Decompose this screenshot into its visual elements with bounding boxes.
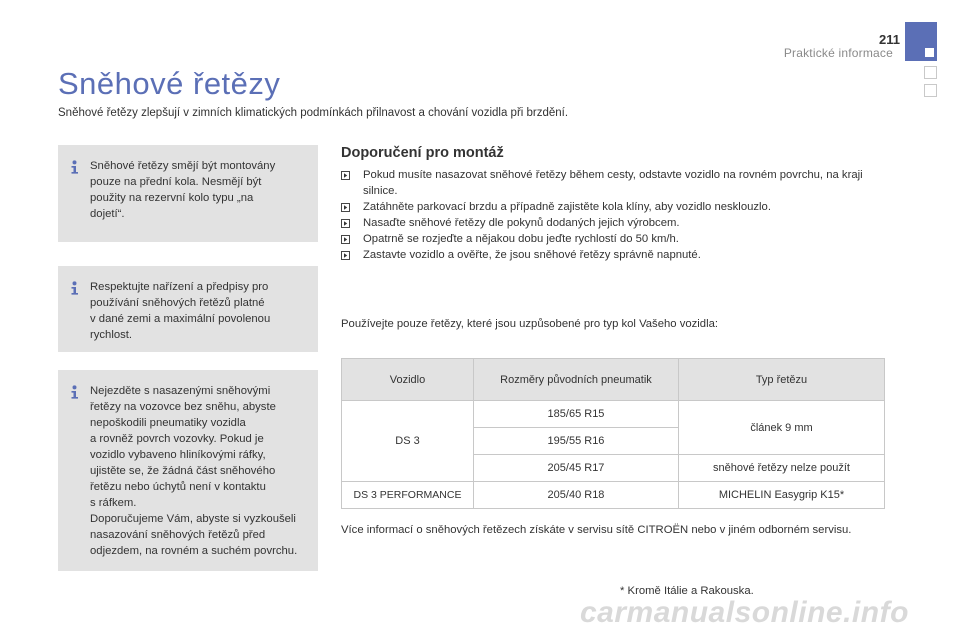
snow-chain-table — [341, 358, 885, 509]
info-note — [58, 370, 318, 571]
section-tab-empty — [924, 66, 937, 79]
column-header: Vozidlo — [342, 359, 474, 401]
watermark: carmanualsonline.info — [580, 596, 909, 629]
list-item — [341, 231, 871, 247]
list-item-text: Zastavte vozidlo a ověřte, že jsou sněhové řetězy správně napnuté. — [363, 249, 701, 261]
table-cell: 195/55 R16 — [474, 428, 679, 455]
info-icon — [68, 385, 81, 399]
list-item-text: Nasaďte sněhové řetězy dle pokynů dodaných jejich výrobcem. — [363, 217, 680, 229]
info-note — [58, 266, 318, 352]
list-item — [341, 215, 871, 231]
column-header: Typ řetězu — [679, 359, 885, 401]
table-cell: DS 3 — [342, 401, 474, 482]
list-item — [341, 247, 871, 263]
table-cell: 205/40 R18 — [474, 482, 679, 509]
note-text: Respektujte nařízení a předpisy pro používání sněhových řetězů platné v dané zemi a maximální povolenou rychlost. — [90, 281, 271, 341]
list-item — [341, 199, 871, 215]
info-icon — [68, 160, 81, 174]
table-cell: článek 9 mm — [679, 401, 885, 455]
more-info-text: Více informací o sněhových řetězech získáte v servisu sítě CITROËN nebo v jiném odborném servisu. — [341, 524, 852, 536]
tab-marker — [925, 48, 934, 57]
table-cell: 205/45 R17 — [474, 455, 679, 482]
table-cell: MICHELIN Easygrip K15* — [679, 482, 885, 509]
note-text: Nejezděte s nasazenými sněhovými řetězy na vozovce bez sněhu, abyste nepoškodili pneumatiky vozidla a rovněž povrch vozovky. Pokud je vozidlo vybaveno hliníkovými ráfky, ujistěte se, že žádná část sněhového řetězu nebo úchytů není v kontaktu s ráfkem. Doporučujeme Vám, abyste si vyzkoušeli nasazování sněhových řetězů před odjezdem, na rovném a suchém povrchu. — [90, 385, 298, 557]
arrow-right-icon — [341, 251, 350, 260]
arrow-right-icon — [341, 235, 350, 244]
table-cell: DS 3 PERFORMANCE — [342, 482, 474, 509]
table-cell: sněhové řetězy nelze použít — [679, 455, 885, 482]
info-icon — [68, 281, 81, 295]
intro-text: Sněhové řetězy zlepšují v zimních klimatických podmínkách přilnavost a chování vozidla při brzdění. — [58, 107, 569, 119]
arrow-right-icon — [341, 219, 350, 228]
list-item — [341, 167, 871, 199]
note-text: Sněhové řetězy smějí být montovány pouze na přední kola. Nesmějí být použity na rezervní kolo typu „na dojetí“. — [90, 160, 276, 220]
table-row — [342, 482, 885, 509]
section-tab-empty — [924, 84, 937, 97]
info-note — [58, 145, 318, 242]
mounting-heading: Doporučení pro montáž — [341, 145, 504, 161]
section-tab-active — [905, 22, 937, 61]
table-intro: Používejte pouze řetězy, které jsou uzpůsobené pro typ kol Vašeho vozidla: — [341, 318, 718, 330]
section-name: Praktické informace — [783, 46, 893, 60]
column-header: Rozměry původních pneumatik — [474, 359, 679, 401]
list-item-text: Pokud musíte nasazovat sněhové řetězy během cesty, odstavte vozidlo na rovném povrchu, na kraji silnice. — [363, 169, 863, 197]
arrow-right-icon — [341, 171, 350, 180]
table-cell: 185/65 R15 — [474, 401, 679, 428]
list-item-text: Opatrně se rozjeďte a nějakou dobu jeďte rychlostí do 50 km/h. — [363, 233, 679, 245]
page-number: 211 — [879, 32, 900, 47]
table-row — [342, 401, 885, 428]
page-title: Sněhové řetězy — [58, 66, 281, 101]
arrow-right-icon — [341, 203, 350, 212]
table-header-row — [342, 359, 885, 401]
footnote: * Kromě Itálie a Rakouska. — [620, 585, 754, 597]
list-item-text: Zatáhněte parkovací brzdu a případně zajistěte kola klíny, aby vozidlo nesklouzlo. — [363, 201, 771, 213]
mounting-list — [341, 167, 871, 263]
